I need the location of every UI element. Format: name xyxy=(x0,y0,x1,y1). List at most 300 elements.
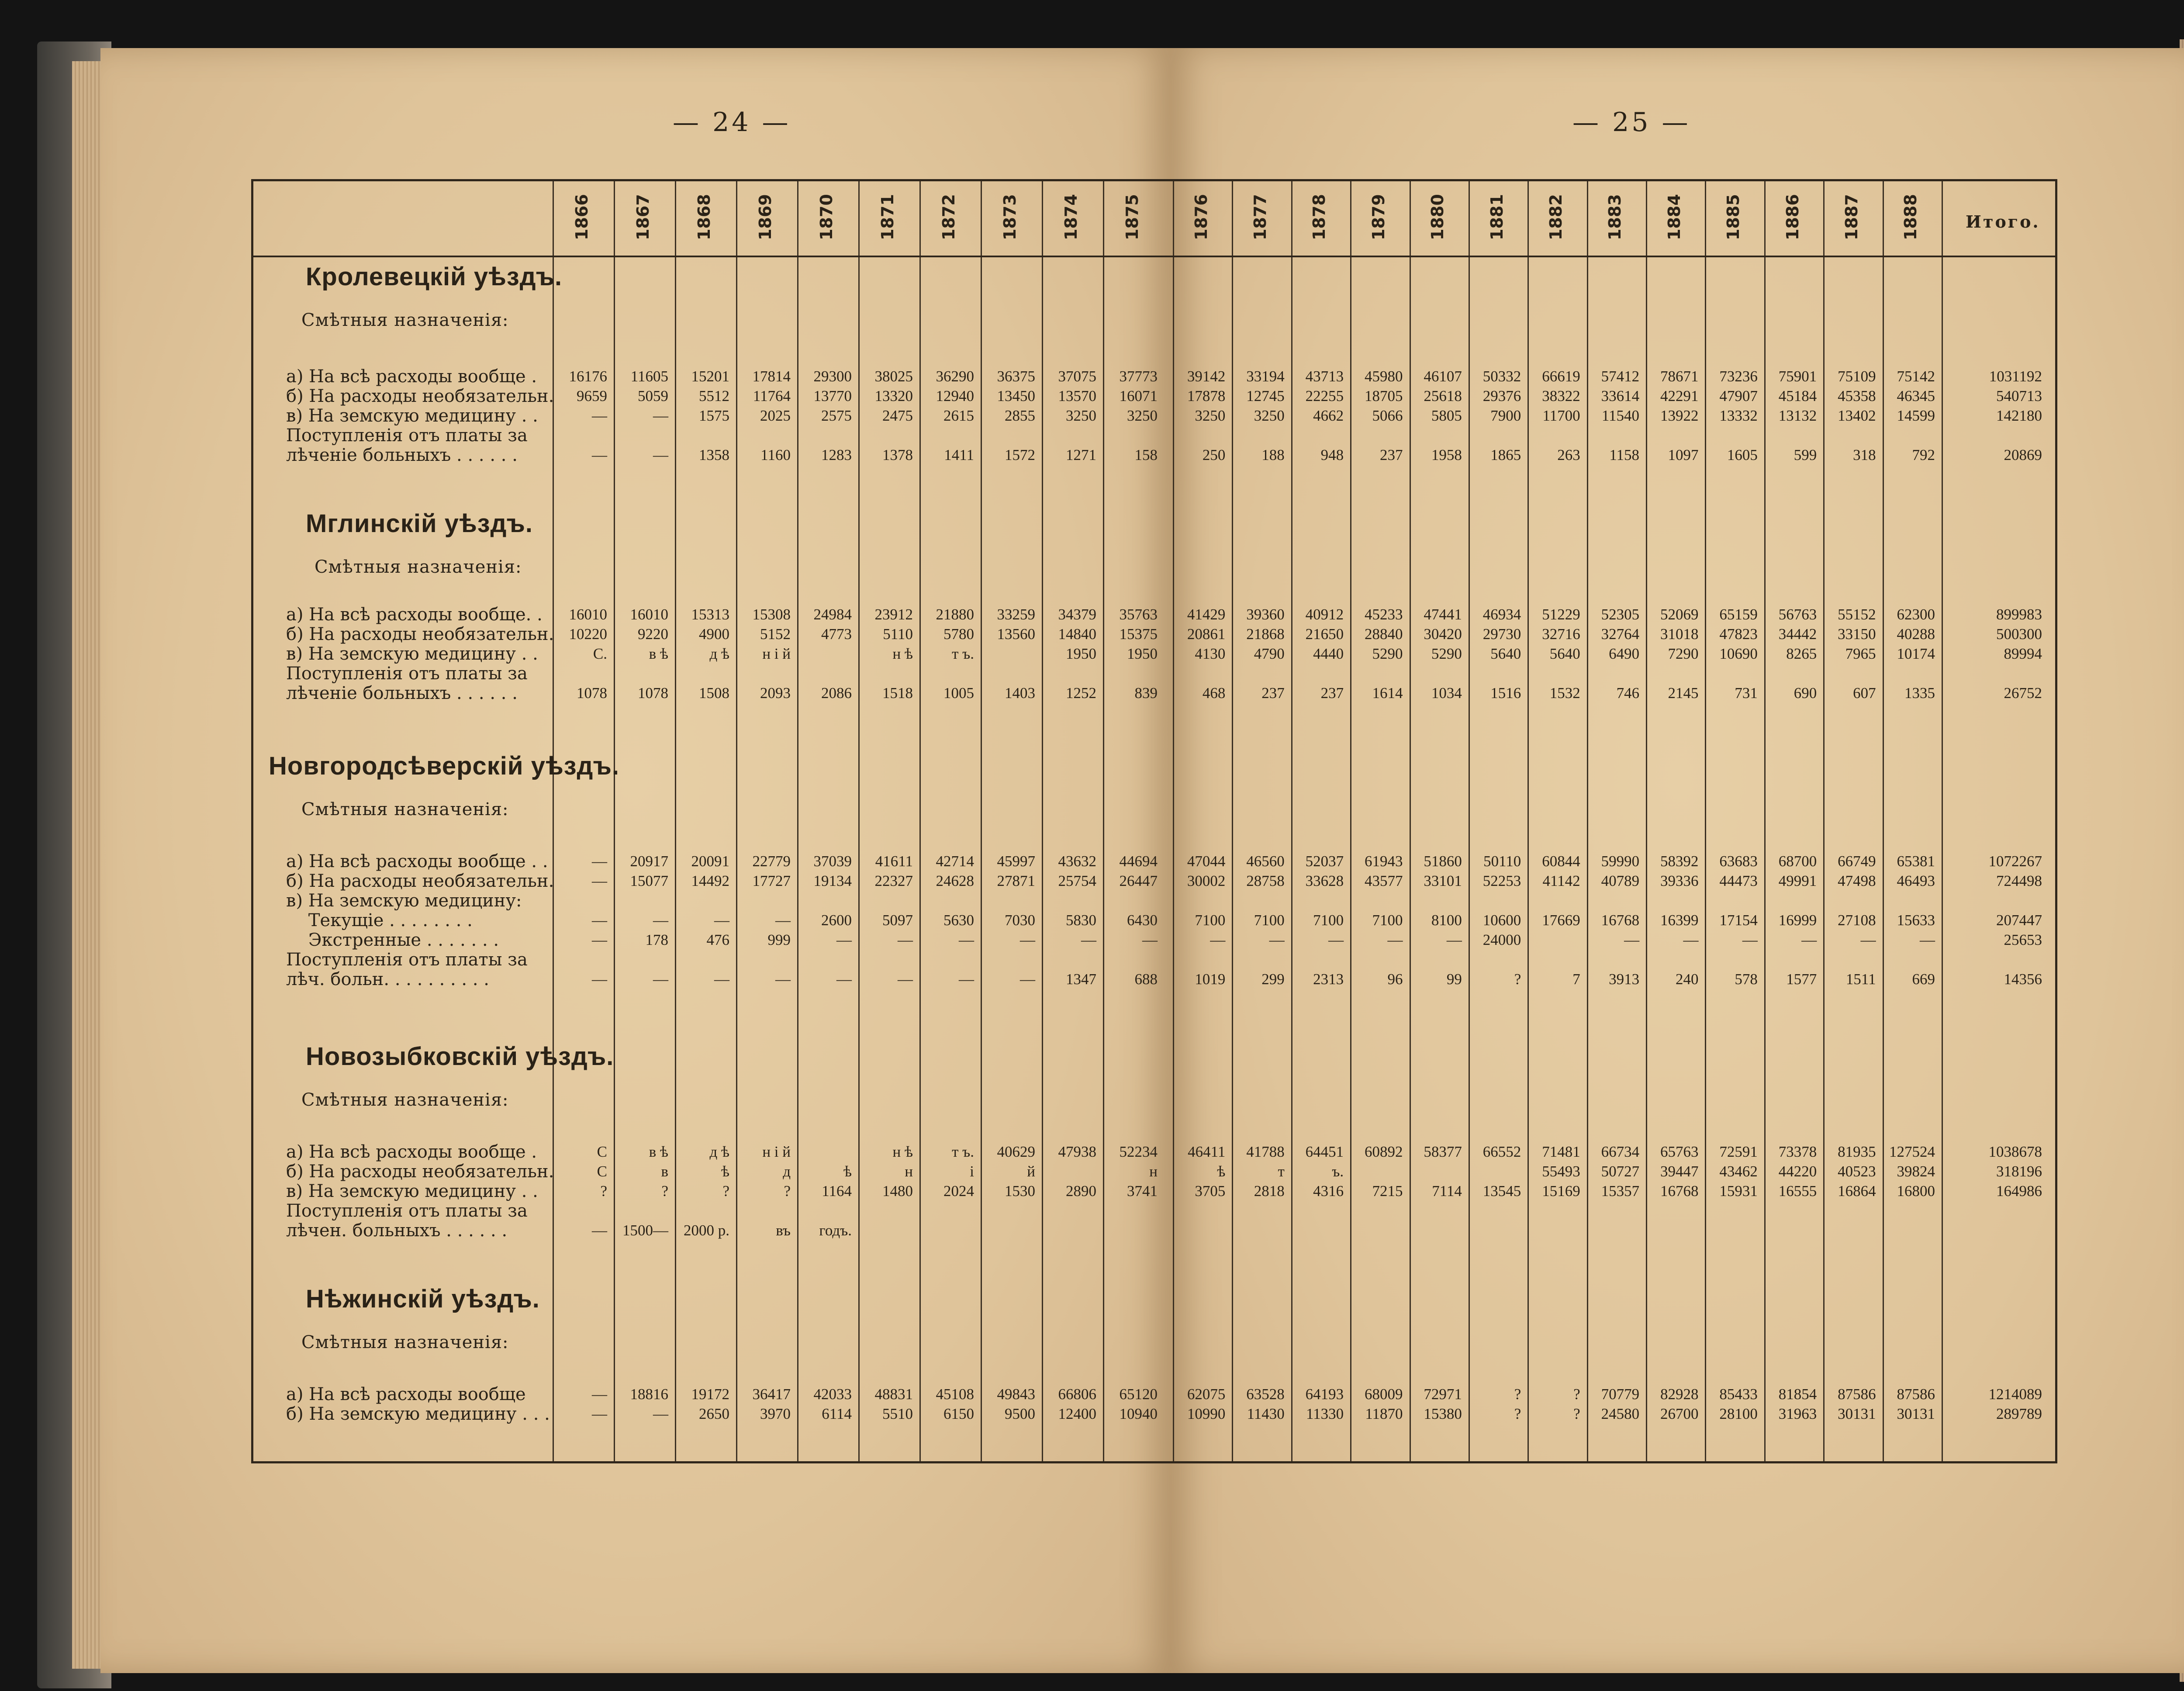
data-cell: 57412 xyxy=(1601,368,1640,385)
data-cell: 839 xyxy=(1134,685,1158,702)
data-cell: 96 xyxy=(1387,971,1403,988)
data-cell: 15931 xyxy=(1719,1183,1758,1200)
district-title: Мглинскій уѣздъ. xyxy=(306,509,533,538)
data-cell: 15375 xyxy=(1119,626,1158,643)
row-label: а) На всѣ расходы вообще. . xyxy=(286,605,543,625)
data-cell: — xyxy=(714,971,729,988)
data-cell: 4440 xyxy=(1313,645,1344,662)
data-cell: 29376 xyxy=(1482,387,1521,405)
row-label: б) На расходы необязательн. xyxy=(286,1162,554,1182)
data-cell: 4130 xyxy=(1195,645,1226,662)
data-cell: 250 xyxy=(1202,446,1226,463)
data-cell: — xyxy=(1683,931,1699,948)
district-title: Новозыбковскій уѣздъ. xyxy=(306,1042,614,1071)
data-cell: 18705 xyxy=(1365,387,1403,405)
total-cell: 289789 xyxy=(1996,1405,2042,1422)
data-cell: 73236 xyxy=(1719,368,1758,385)
data-cell: 24984 xyxy=(813,606,852,623)
data-cell: — xyxy=(592,853,607,870)
total-cell: 500300 xyxy=(1996,626,2042,643)
data-cell: 46345 xyxy=(1897,387,1935,405)
data-cell: 13402 xyxy=(1838,407,1876,424)
data-cell: в ѣ xyxy=(649,1143,668,1160)
data-cell: 81854 xyxy=(1778,1386,1817,1403)
data-cell: ? xyxy=(1573,1405,1580,1422)
data-cell: ѣ xyxy=(1217,1163,1226,1180)
data-cell: — xyxy=(714,912,729,929)
data-cell: 17154 xyxy=(1719,912,1758,929)
data-cell: 43462 xyxy=(1719,1163,1758,1180)
data-cell: 85433 xyxy=(1719,1386,1758,1403)
data-cell: 2575 xyxy=(821,407,852,424)
data-cell: 3250 xyxy=(1254,407,1285,424)
data-cell: 5110 xyxy=(883,626,913,643)
data-cell: 17878 xyxy=(1187,387,1226,405)
total-cell: 1038678 xyxy=(1988,1143,2042,1160)
data-cell: 39142 xyxy=(1187,368,1226,385)
data-cell: 44694 xyxy=(1119,853,1158,870)
data-cell: 50110 xyxy=(1483,853,1521,870)
data-cell: 87586 xyxy=(1897,1386,1935,1403)
data-cell: 55493 xyxy=(1542,1163,1580,1180)
data-cell: — xyxy=(1446,931,1462,948)
year-header: 1881 xyxy=(1487,194,1507,240)
total-cell: 318196 xyxy=(1996,1163,2042,1180)
data-cell: 62075 xyxy=(1187,1386,1226,1403)
data-cell: 9500 xyxy=(1005,1405,1035,1422)
data-cell: 36375 xyxy=(997,368,1035,385)
data-cell: 240 xyxy=(1675,971,1699,988)
data-cell: 16768 xyxy=(1660,1183,1699,1200)
data-cell: — xyxy=(898,931,913,948)
data-cell: в xyxy=(661,1163,668,1180)
data-cell: й xyxy=(1027,1163,1035,1180)
row-label: Поступленія отъ платы за лѣчен. больныхъ . . . . . . xyxy=(286,1201,528,1241)
data-cell: 17669 xyxy=(1542,912,1580,929)
data-cell: 41611 xyxy=(875,853,913,870)
year-header: 1869 xyxy=(756,194,775,240)
year-header: 1879 xyxy=(1368,194,1388,240)
data-cell: — xyxy=(959,971,974,988)
data-cell: 1532 xyxy=(1549,685,1580,702)
data-cell: 7100 xyxy=(1195,912,1226,929)
year-header: 1884 xyxy=(1664,194,1684,240)
data-cell: в ѣ xyxy=(649,645,668,662)
data-cell: 948 xyxy=(1320,446,1344,463)
data-cell: 13450 xyxy=(997,387,1035,405)
data-cell: — xyxy=(653,912,668,929)
total-cell: 899983 xyxy=(1996,606,2042,623)
data-cell: — xyxy=(1387,931,1403,948)
year-header: 1868 xyxy=(695,194,714,240)
data-cell: — xyxy=(1020,931,1035,948)
year-header: 1875 xyxy=(1123,194,1142,240)
year-header: 1877 xyxy=(1251,194,1270,240)
data-cell: 42033 xyxy=(813,1386,852,1403)
data-cell: 237 xyxy=(1380,446,1403,463)
row-label: а) На всѣ расходы вообще . . xyxy=(286,851,548,871)
data-cell: 5059 xyxy=(638,387,668,405)
data-cell: 15201 xyxy=(691,368,729,385)
data-cell: 5066 xyxy=(1372,407,1403,424)
data-cell: 45108 xyxy=(936,1386,974,1403)
year-header: 1867 xyxy=(633,194,653,240)
data-cell: 13332 xyxy=(1719,407,1758,424)
row-label: а) На всѣ расходы вообще xyxy=(286,1384,526,1404)
data-cell: — xyxy=(1742,931,1758,948)
data-cell: 82928 xyxy=(1660,1386,1699,1403)
data-cell: 14840 xyxy=(1058,626,1096,643)
data-cell: 13922 xyxy=(1660,407,1699,424)
data-cell: 50727 xyxy=(1601,1163,1640,1180)
year-header: 1887 xyxy=(1842,194,1861,240)
data-cell: 72591 xyxy=(1719,1143,1758,1160)
data-cell: 39336 xyxy=(1660,872,1699,889)
data-cell: 49843 xyxy=(997,1386,1035,1403)
data-cell: 16176 xyxy=(569,368,607,385)
data-cell: годъ. xyxy=(819,1222,852,1239)
district-subtitle: Смѣтныя назначенія: xyxy=(301,1090,509,1110)
data-cell: 26447 xyxy=(1119,872,1158,889)
data-cell: 34379 xyxy=(1058,606,1096,623)
data-cell: 5780 xyxy=(943,626,974,643)
data-cell: 1403 xyxy=(1005,685,1035,702)
data-cell: 43577 xyxy=(1365,872,1403,889)
data-cell: 16071 xyxy=(1119,387,1158,405)
data-cell: — xyxy=(959,931,974,948)
data-cell: 237 xyxy=(1261,685,1285,702)
data-cell: 63528 xyxy=(1246,1386,1285,1403)
data-cell: 5290 xyxy=(1431,645,1462,662)
data-cell: 40789 xyxy=(1601,872,1640,889)
data-cell: 41788 xyxy=(1246,1143,1285,1160)
data-cell: 7965 xyxy=(1845,645,1876,662)
data-cell: 32764 xyxy=(1601,626,1640,643)
data-cell: 5640 xyxy=(1490,645,1521,662)
data-cell: 22327 xyxy=(874,872,913,889)
district-title: Новгородсѣверскій уѣздъ. xyxy=(269,752,619,780)
data-cell: 6490 xyxy=(1609,645,1640,662)
row-label: в) На земскую медицину . . xyxy=(286,406,538,426)
data-cell: н і й xyxy=(762,645,791,662)
data-cell: н і й xyxy=(762,1143,791,1160)
data-cell: — xyxy=(775,971,791,988)
data-cell: — xyxy=(836,931,852,948)
data-cell: 60892 xyxy=(1365,1143,1403,1160)
year-header: 1870 xyxy=(817,194,836,240)
data-cell: 1160 xyxy=(760,446,791,463)
data-cell: д ѣ xyxy=(709,1143,729,1160)
row-label: в) На земскую медицину . . xyxy=(286,644,538,664)
data-cell: 3913 xyxy=(1609,971,1640,988)
data-cell: 33194 xyxy=(1246,368,1285,385)
data-cell: 1335 xyxy=(1904,685,1935,702)
data-cell: 5097 xyxy=(882,912,913,929)
year-header: 1873 xyxy=(1000,194,1019,240)
data-cell: 5290 xyxy=(1372,645,1403,662)
data-cell: — xyxy=(592,446,607,463)
year-header: 1882 xyxy=(1546,194,1565,240)
data-cell: 1958 xyxy=(1431,446,1462,463)
data-cell: 87586 xyxy=(1838,1386,1876,1403)
data-cell: 29300 xyxy=(813,368,852,385)
data-cell: 12400 xyxy=(1058,1405,1096,1422)
data-cell: 11430 xyxy=(1247,1405,1285,1422)
data-cell: 55152 xyxy=(1838,606,1876,623)
data-cell: 20091 xyxy=(691,853,729,870)
data-cell: 3741 xyxy=(1127,1183,1158,1200)
row-label: б) На расходы необязательн. xyxy=(286,871,554,891)
total-cell: 20869 xyxy=(2004,446,2042,463)
data-cell: 6150 xyxy=(943,1405,974,1422)
data-cell: 30420 xyxy=(1424,626,1462,643)
data-cell: 60844 xyxy=(1542,853,1580,870)
data-cell: 58377 xyxy=(1424,1143,1462,1160)
data-cell: н xyxy=(1149,1163,1158,1180)
data-cell: 2145 xyxy=(1668,685,1699,702)
data-cell: 1411 xyxy=(944,446,974,463)
total-cell: 89994 xyxy=(2004,645,2042,662)
data-cell: 1034 xyxy=(1431,685,1462,702)
data-cell: 7030 xyxy=(1005,912,1035,929)
data-cell: — xyxy=(653,407,668,424)
data-cell: 65381 xyxy=(1897,853,1935,870)
data-cell: ? xyxy=(1514,1386,1521,1403)
data-cell: 30002 xyxy=(1187,872,1226,889)
data-cell: 10690 xyxy=(1719,645,1758,662)
data-cell: — xyxy=(1210,931,1226,948)
year-header: 1888 xyxy=(1901,194,1921,240)
data-cell: 20861 xyxy=(1187,626,1226,643)
total-cell: 25653 xyxy=(2004,931,2042,948)
data-cell: — xyxy=(653,446,668,463)
data-cell: 15308 xyxy=(752,606,791,623)
data-cell: 2650 xyxy=(699,1405,729,1422)
data-cell: н xyxy=(905,1163,913,1180)
total-cell: 164986 xyxy=(1996,1183,2042,1200)
data-cell: 51229 xyxy=(1542,606,1580,623)
data-cell: 8100 xyxy=(1431,912,1462,929)
data-cell: 62300 xyxy=(1897,606,1935,623)
data-cell: 78671 xyxy=(1660,368,1699,385)
row-label: б) На расходы необязательн. xyxy=(286,624,554,644)
data-cell: 1516 xyxy=(1490,685,1521,702)
page-number-left: — 24 — xyxy=(673,107,791,138)
data-cell: 44473 xyxy=(1719,872,1758,889)
data-cell: 3970 xyxy=(760,1405,791,1422)
data-cell: 30131 xyxy=(1838,1405,1876,1422)
data-cell: — xyxy=(1269,931,1285,948)
data-cell: 52305 xyxy=(1601,606,1640,623)
data-cell: 19172 xyxy=(691,1386,729,1403)
data-cell: 10990 xyxy=(1187,1405,1226,1422)
data-cell: 70779 xyxy=(1601,1386,1640,1403)
data-cell: С. xyxy=(593,645,607,662)
data-cell: 5640 xyxy=(1549,645,1580,662)
data-cell: ъ. xyxy=(1332,1163,1344,1180)
data-cell: 45997 xyxy=(997,853,1035,870)
data-cell: 40288 xyxy=(1897,626,1935,643)
data-cell: въ xyxy=(776,1222,791,1239)
data-cell: 1078 xyxy=(638,685,668,702)
data-cell: 30131 xyxy=(1897,1405,1935,1422)
data-cell: 21650 xyxy=(1305,626,1344,643)
row-label: в) На земскую медицину: xyxy=(286,891,522,911)
data-cell: 56763 xyxy=(1778,606,1817,623)
data-cell: 63683 xyxy=(1719,853,1758,870)
data-cell: 40629 xyxy=(997,1143,1035,1160)
data-cell: 17814 xyxy=(752,368,791,385)
data-cell: 10600 xyxy=(1482,912,1521,929)
data-cell: 73378 xyxy=(1778,1143,1817,1160)
data-cell: 4773 xyxy=(821,626,852,643)
data-cell: ѣ xyxy=(843,1163,852,1180)
data-cell: д xyxy=(783,1163,791,1180)
data-cell: 47938 xyxy=(1058,1143,1096,1160)
data-cell: 1378 xyxy=(882,446,913,463)
data-cell: 22779 xyxy=(752,853,791,870)
data-cell: 1605 xyxy=(1727,446,1758,463)
data-cell: — xyxy=(1142,931,1158,948)
data-cell: 47441 xyxy=(1424,606,1462,623)
data-cell: ? xyxy=(600,1183,607,1200)
data-cell: 1164 xyxy=(822,1183,852,1200)
data-cell: ѣ xyxy=(721,1163,729,1180)
data-cell: 16768 xyxy=(1601,912,1640,929)
data-cell: 49991 xyxy=(1778,872,1817,889)
row-label: Экстренные . . . . . . . xyxy=(286,930,499,950)
data-cell: 1865 xyxy=(1490,446,1521,463)
data-cell: 263 xyxy=(1557,446,1580,463)
year-header: 1878 xyxy=(1310,194,1329,240)
data-cell: — xyxy=(653,1405,668,1422)
data-cell: 690 xyxy=(1794,685,1817,702)
data-cell: т xyxy=(1278,1163,1285,1180)
data-cell: 66734 xyxy=(1601,1143,1640,1160)
data-cell: 7290 xyxy=(1668,645,1699,662)
data-cell: 59990 xyxy=(1601,853,1640,870)
data-cell: 1097 xyxy=(1668,446,1699,463)
total-cell: 142180 xyxy=(1996,407,2042,424)
data-cell: 11605 xyxy=(630,368,668,385)
data-cell: 43632 xyxy=(1058,853,1096,870)
year-header: 1872 xyxy=(939,194,958,240)
data-cell: 2600 xyxy=(821,912,852,929)
data-cell: 28100 xyxy=(1719,1405,1758,1422)
data-cell: 37039 xyxy=(813,853,852,870)
data-cell: 7215 xyxy=(1372,1183,1403,1200)
data-cell: 71481 xyxy=(1542,1143,1580,1160)
total-cell: 207447 xyxy=(1996,912,2042,929)
header-rule xyxy=(253,256,2055,257)
data-cell: 36417 xyxy=(752,1386,791,1403)
data-cell: 16010 xyxy=(630,606,668,623)
district-subtitle: Смѣтныя назначенія: xyxy=(314,557,522,577)
data-cell: 16864 xyxy=(1838,1183,1876,1200)
data-cell: 1518 xyxy=(882,685,913,702)
data-cell: 42291 xyxy=(1660,387,1699,405)
data-cell: 237 xyxy=(1320,685,1344,702)
data-cell: 15380 xyxy=(1424,1405,1462,1422)
data-cell: 64193 xyxy=(1305,1386,1344,1403)
data-cell: 66619 xyxy=(1542,368,1580,385)
data-cell: 2818 xyxy=(1254,1183,1285,1200)
data-cell: 10940 xyxy=(1119,1405,1158,1422)
data-cell: 16999 xyxy=(1778,912,1817,929)
data-cell: 16555 xyxy=(1778,1183,1817,1200)
data-cell: 28758 xyxy=(1246,872,1285,889)
data-cell: 15077 xyxy=(630,872,668,889)
data-cell: 13770 xyxy=(813,387,852,405)
data-cell: 13570 xyxy=(1058,387,1096,405)
data-cell: 39447 xyxy=(1660,1163,1699,1180)
data-cell: 2000 р. xyxy=(684,1222,729,1239)
data-cell: 1158 xyxy=(1609,446,1640,463)
row-label: Текущіе . . . . . . . . xyxy=(286,910,473,930)
total-cell: 724498 xyxy=(1996,872,2042,889)
data-cell: 66552 xyxy=(1482,1143,1521,1160)
data-cell: 33150 xyxy=(1838,626,1876,643)
total-cell: 1214089 xyxy=(1988,1386,2042,1403)
data-cell: 15169 xyxy=(1542,1183,1580,1200)
data-cell: 2025 xyxy=(760,407,791,424)
data-cell: 12940 xyxy=(936,387,974,405)
data-cell: 792 xyxy=(1912,446,1935,463)
data-cell: 68009 xyxy=(1365,1386,1403,1403)
data-cell: 42714 xyxy=(936,853,974,870)
data-cell: 15313 xyxy=(691,606,729,623)
year-header: 1866 xyxy=(572,194,591,240)
data-cell: і xyxy=(970,1163,974,1180)
total-cell: 540713 xyxy=(1996,387,2042,405)
data-cell: 36290 xyxy=(936,368,974,385)
data-cell: 38322 xyxy=(1542,387,1580,405)
data-cell: 35763 xyxy=(1119,606,1158,623)
data-cell: 2313 xyxy=(1313,971,1344,988)
data-cell: 15357 xyxy=(1601,1183,1640,1200)
data-cell: 75142 xyxy=(1897,368,1935,385)
data-cell: 44220 xyxy=(1778,1163,1817,1180)
data-cell: — xyxy=(592,931,607,948)
data-cell: — xyxy=(898,971,913,988)
data-cell: 21880 xyxy=(936,606,974,623)
total-cell: 26752 xyxy=(2004,685,2042,702)
data-cell: 3705 xyxy=(1195,1183,1226,1200)
data-cell: 2093 xyxy=(760,685,791,702)
data-cell: 7114 xyxy=(1432,1183,1462,1200)
data-cell: — xyxy=(592,872,607,889)
data-cell: 24628 xyxy=(936,872,974,889)
data-cell: 7100 xyxy=(1313,912,1344,929)
data-cell: 468 xyxy=(1202,685,1226,702)
data-cell: 1577 xyxy=(1786,971,1817,988)
data-cell: 1271 xyxy=(1066,446,1096,463)
data-cell: 13560 xyxy=(997,626,1035,643)
data-cell: 37773 xyxy=(1119,368,1158,385)
row-label: в) На земскую медицину . . xyxy=(286,1181,538,1201)
data-cell: 66749 xyxy=(1838,853,1876,870)
data-cell: 5830 xyxy=(1066,912,1096,929)
data-cell: 4790 xyxy=(1254,645,1285,662)
data-cell: 2890 xyxy=(1066,1183,1096,1200)
data-cell: 16010 xyxy=(569,606,607,623)
year-header: 1883 xyxy=(1605,194,1625,240)
data-cell: 9659 xyxy=(577,387,607,405)
data-cell: 51860 xyxy=(1424,853,1462,870)
data-cell: 10220 xyxy=(569,626,607,643)
data-cell: 16800 xyxy=(1897,1183,1935,1200)
data-cell: 2024 xyxy=(943,1183,974,1200)
